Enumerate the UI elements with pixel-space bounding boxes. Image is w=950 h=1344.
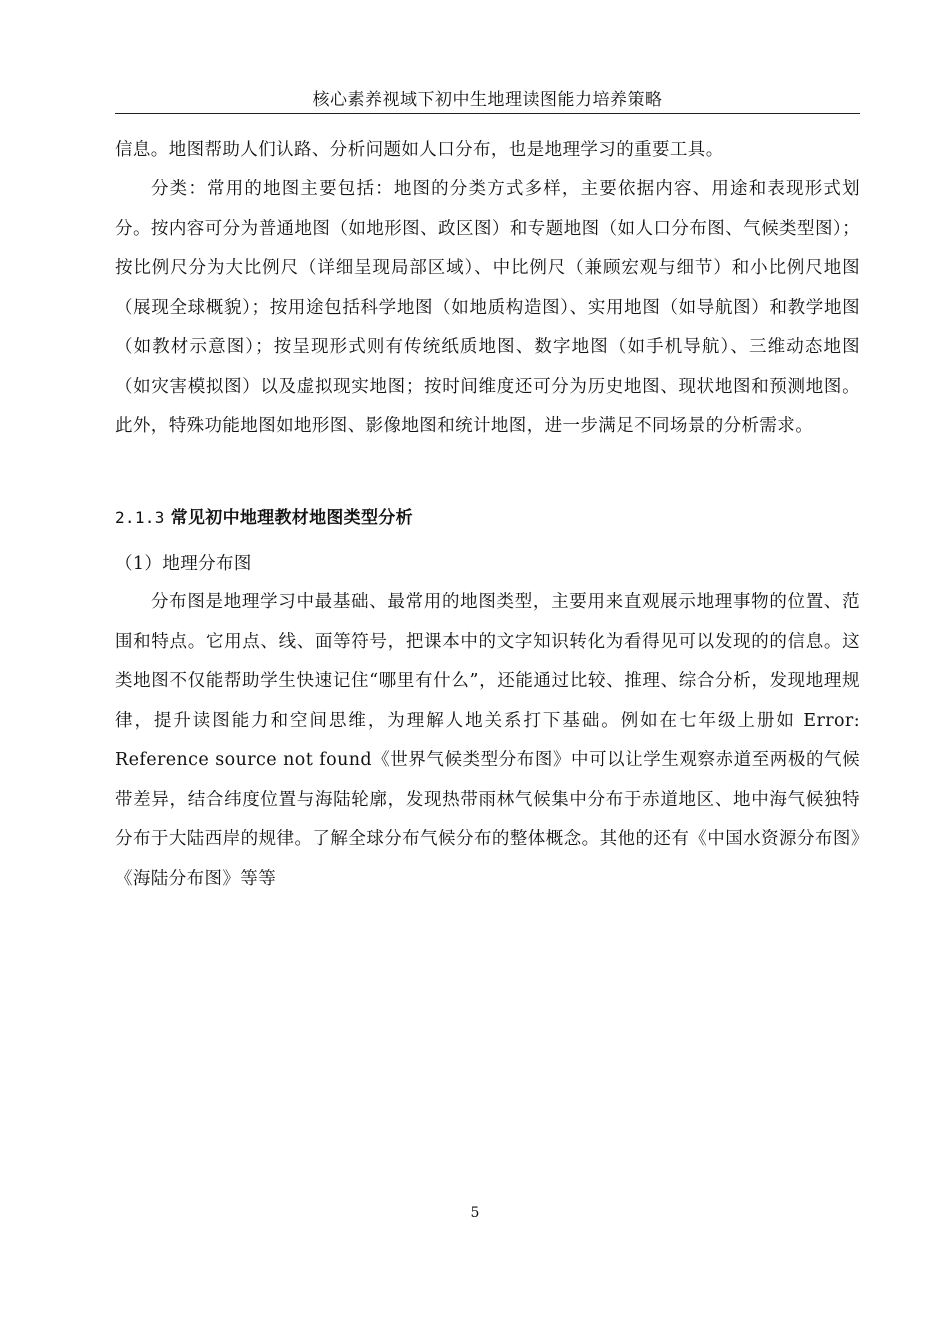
header-rule (115, 113, 860, 114)
paragraph-distribution-map: 分布图是地理学习中最基础、最常用的地图类型，主要用来直观展示地理事物的位置、范围和特点。它用点、线、面等符号，把课本中的文字知识转化为看得见可以发现的的信息。这类地图不仅能帮助学生快速记住“哪里有什么”，还能通过比较、推理、综合分析，发现地理规律，提升读图能力和空间思维，为理解人地关系打下基础。例如在七年级上册如 Error: Reference source not found《世界气候类型分布图》中可以让学生观察赤道至两极的气候带差异，结合纬度位置与海陆轮廓，发现热带雨林气候集中分布于赤道地区、地中海气候独特分布于大陆西岸的规律。了解全球分布气候分布的整体概念。其他的还有《中国水资源分布图》《海陆分布图》等等 (115, 592, 860, 889)
running-header: 核心素养视域下初中生地理读图能力培养策略 (312, 90, 663, 110)
paragraph-map-classification: 分类：常用的地图主要包括：地图的分类方式多样，主要依据内容、用途和表现形式划分。按内容可分为普通地图（如地形图、政区图）和专题地图（如人口分布图、气候类型图）；按比例尺分为大比例尺（详细呈现局部区域）、中比例尺（兼顾宏观与细节）和小比例尺地图（展现全球概貌）；按用途包括科学地图（如地质构造图）、实用地图（如导航图）和教学地图（如教材示意图）；按呈现形式则有传统纸质地图、数字地图（如手机导航）、三维动态地图（如灾害模拟图）以及虚拟现实地图；按时间维度还可分为历史地图、现状地图和预测地图。此外，特殊功能地图如地形图、影像地图和统计地图，进一步满足不同场景的分析需求。 (115, 179, 860, 436)
section-number: 2.1.3 (115, 508, 165, 527)
section-title: 常见初中地理教材地图类型分析 (170, 508, 413, 528)
subsection-heading: （1）地理分布图 (115, 554, 252, 574)
paragraph-continued: 信息。地图帮助人们认路、分析问题如人口分布，也是地理学习的重要工具。 (115, 140, 724, 160)
section-heading (115, 503, 860, 533)
page-number: 5 (470, 1205, 480, 1221)
